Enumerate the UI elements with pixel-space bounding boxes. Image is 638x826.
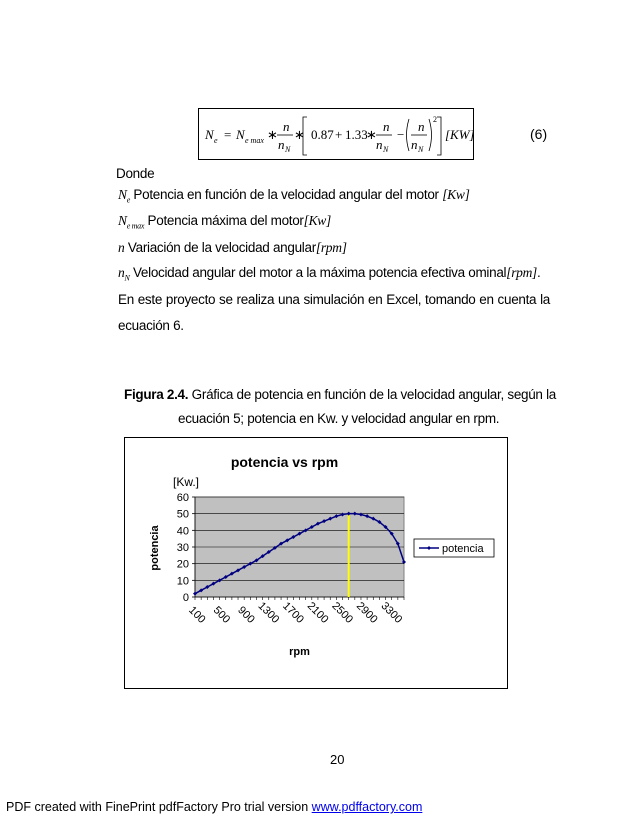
paragraph-line-1: En este proyecto se realiza una simulación en Excel, tomando en cuenta la: [118, 292, 550, 307]
x-tick-label: 900: [235, 604, 257, 626]
legend-label: potencia: [442, 543, 484, 555]
y-tick-label: 30: [176, 542, 189, 554]
def-text: Potencia en función de la velocidad angular del motor: [129, 187, 443, 202]
y-tick-label: 50: [176, 508, 189, 521]
def-text: Variación de la velocidad angular: [124, 240, 316, 255]
eq-equals: =: [224, 127, 232, 142]
chart: [125, 438, 507, 688]
definition-ne: [118, 187, 470, 205]
equation-box: [198, 108, 474, 160]
eq-lhs: N: [205, 127, 214, 142]
eq-frac2-den: n: [376, 137, 383, 152]
eq-nmax: N: [236, 127, 245, 142]
y-tick-label: 0: [182, 592, 189, 604]
x-tick-label: 1700: [280, 599, 306, 626]
def-unit: [Kw]: [442, 187, 470, 202]
x-tick-label: 100: [186, 604, 208, 626]
figure-caption-line-1: [124, 387, 556, 402]
def-unit: [rpm]: [315, 240, 347, 255]
eq-const-2: 1.33: [345, 127, 368, 142]
eq-unit: [KW]: [445, 127, 475, 142]
figure-label: Figura 2.4.: [124, 387, 189, 402]
x-tick-label: 1300: [255, 599, 282, 626]
def-symbol-sub: e: [126, 195, 130, 205]
y-axis-label: potencia: [149, 525, 161, 571]
footer-text: PDF created with FinePrint pdfFactory Pro trial version: [6, 800, 312, 814]
donde-label: Donde: [116, 166, 155, 181]
paragraph-line-2: ecuación 6.: [118, 318, 184, 333]
eq-frac1-den-sub: N: [285, 145, 291, 154]
eq-frac3-num: n: [418, 119, 425, 134]
eq-nmax-sub: e max: [245, 136, 264, 145]
eq-frac2-num: n: [383, 119, 390, 134]
x-tick-label: 2900: [353, 599, 380, 626]
eq-const-1: 0.87: [311, 127, 334, 142]
figure-caption-text: Gráfica de potencia en función de la velocidad angular, según la: [188, 387, 557, 402]
def-unit: [rpm]: [506, 265, 537, 280]
def-text: Velocidad angular del motor a la máxima potencia efectiva ominal: [129, 265, 507, 280]
def-symbol: N: [118, 187, 127, 202]
y-tick-label: 60: [176, 492, 189, 504]
y-unit-label: [Kw.]: [173, 475, 200, 489]
eq-plus: +: [335, 127, 343, 142]
pdf-footer: [6, 800, 422, 814]
def-symbol: N: [118, 213, 127, 228]
y-tick-label: 40: [176, 525, 189, 538]
def-symbol: n: [118, 265, 125, 280]
y-tick-label: 20: [176, 558, 189, 571]
definition-nn: [118, 265, 540, 283]
def-tail: .: [537, 265, 541, 280]
eq-frac3-den-sub: N: [418, 145, 424, 154]
def-symbol-sub: N: [124, 273, 130, 283]
definition-n: [118, 240, 347, 256]
eq-minus: −: [397, 127, 405, 142]
x-tick-label: 3300: [378, 599, 405, 626]
eq-star-3: ∗: [366, 127, 377, 142]
plot-layer: [149, 454, 494, 658]
eq-lhs-sub: e: [214, 136, 218, 145]
x-tick-label: 500: [210, 604, 233, 626]
def-unit: [Kw]: [303, 213, 331, 228]
x-tick-label: 2100: [304, 599, 331, 626]
def-symbol-sub: e max: [126, 221, 145, 231]
x-tick-label: 2500: [329, 599, 356, 626]
chart-title: potencia vs rpm: [230, 454, 339, 470]
page-number: 20: [330, 752, 345, 767]
definition-nemax: [118, 213, 331, 231]
eq-star-2: ∗: [294, 127, 305, 142]
eq-frac1-num: n: [283, 119, 290, 134]
equation-number: (6): [530, 126, 548, 142]
eq-frac3-den: n: [411, 137, 418, 152]
eq-star-1: ∗: [267, 127, 278, 142]
eq-frac2-den-sub: N: [383, 145, 389, 154]
def-text: Potencia máxima del motor: [144, 213, 304, 228]
y-tick-label: 10: [176, 575, 189, 588]
figure-caption-line-2: ecuación 5; potencia en Kw. y velocidad angular en rpm.: [178, 411, 500, 426]
eq-exponent: 2: [433, 115, 437, 124]
def-symbol: n: [118, 240, 125, 255]
footer-link[interactable]: www.pdffactory.com: [311, 800, 423, 814]
equation-formula: [199, 109, 475, 161]
eq-frac1-den: n: [278, 137, 285, 152]
x-axis-label: rpm: [289, 646, 310, 658]
